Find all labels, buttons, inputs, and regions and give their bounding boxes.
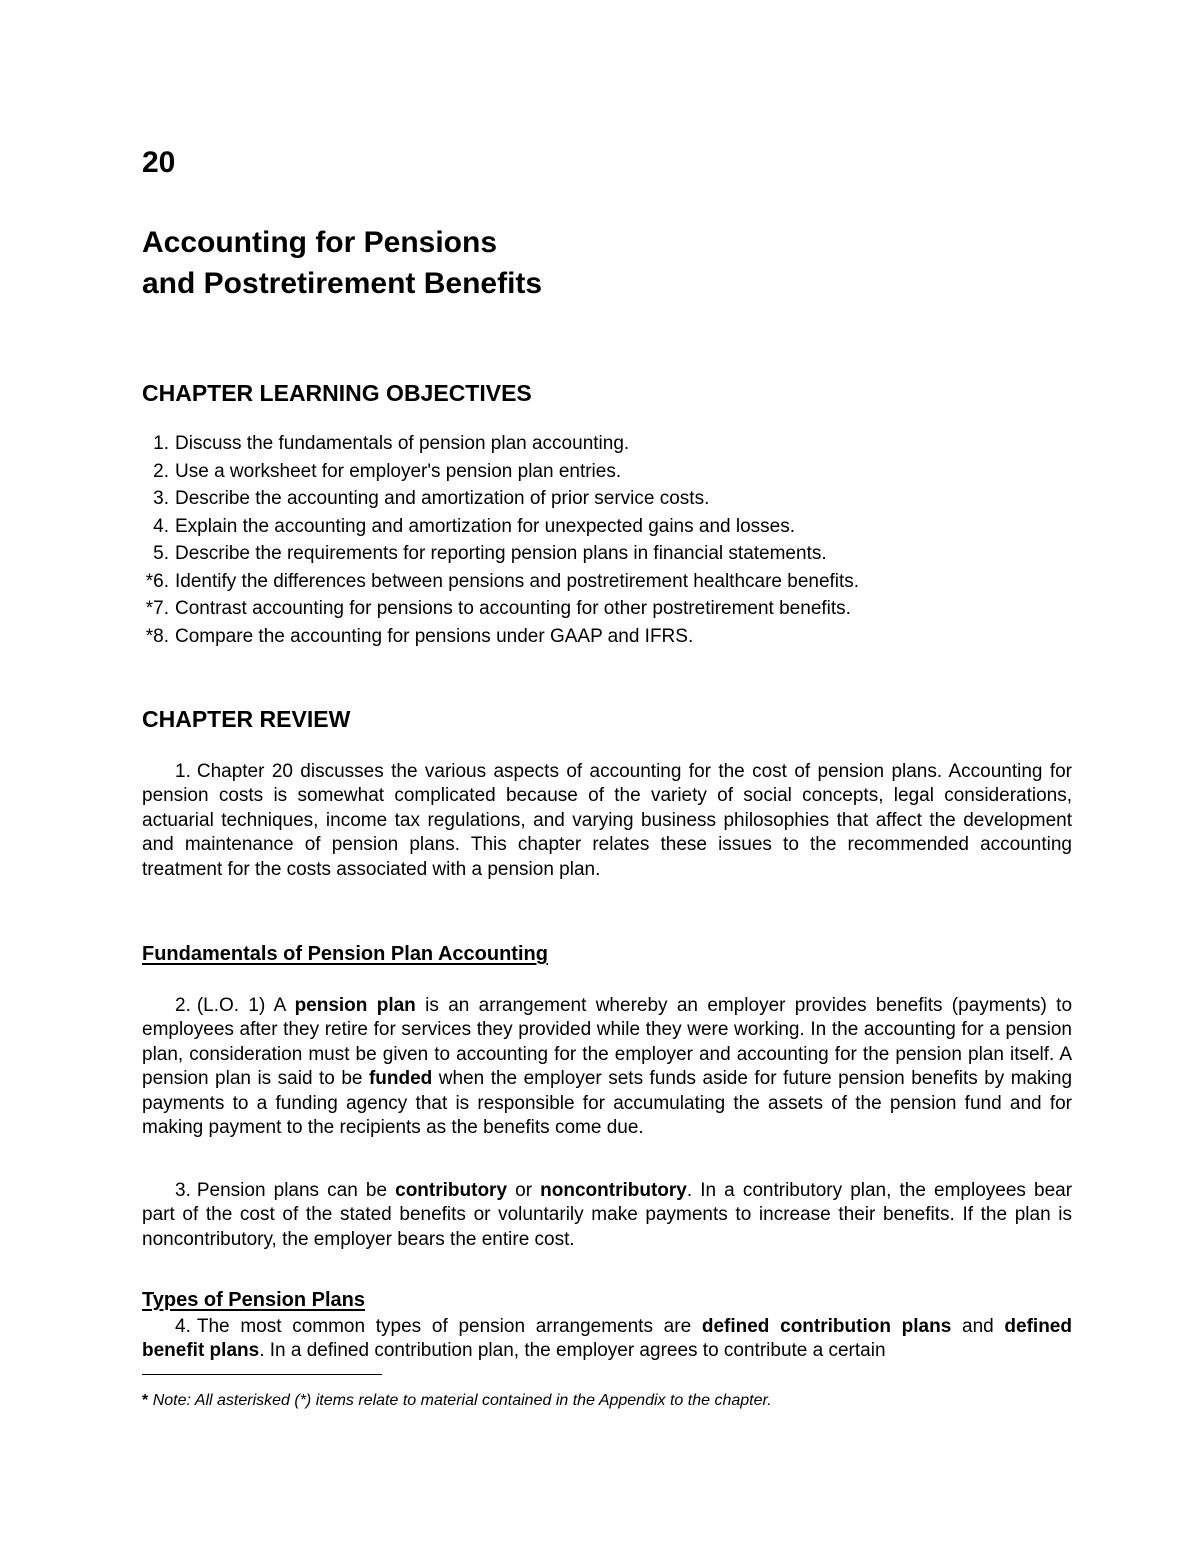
- objective-item: [142, 540, 859, 568]
- chapter-title-line2: and Postretirement Benefits: [142, 267, 543, 300]
- learning-objectives-heading: CHAPTER LEARNING OBJECTIVES: [142, 380, 532, 406]
- key-term: funded: [368, 1068, 433, 1090]
- paragraph-text: . In a contributory plan, the employees bear part of the cost of the stated benefits or voluntarily make payments to increase their benefits. If the plan is noncontributory, the employer bears the entire cost.: [142, 1180, 1073, 1250]
- objective-text: Contrast accounting for pensions to accounting for other postretirement benefits.: [175, 598, 851, 619]
- review-paragraph-2: [142, 994, 1072, 1140]
- objective-item: [142, 595, 859, 623]
- lo-reference: (L.O. 1) A: [196, 995, 286, 1016]
- review-paragraph-3: [142, 1179, 1072, 1252]
- types-subheading: Types of Pension Plans: [142, 1289, 366, 1311]
- footnote-mark: *: [142, 1392, 149, 1409]
- paragraph-text: Chapter 20 discusses the various aspects of accounting for the cost of pension plans. Accounting for pension costs is somewhat complicated because of the variety of social concepts, legal considerations, actuarial techniques, income tax regulations, and varying business philosophies that affect the development and maintenance of pension plans. This chapter relates these issues to the recommended accounting treatment for the costs associated with a pension plan.: [142, 761, 1072, 880]
- paragraph-number: 4.: [175, 1316, 191, 1337]
- objective-text: Describe the requirements for reporting pension plans in financial statements.: [175, 543, 827, 564]
- footnote-divider: [142, 1374, 382, 1375]
- learning-objectives-list: [142, 430, 859, 650]
- objective-number: 2.: [153, 460, 169, 482]
- fundamentals-subheading: Fundamentals of Pension Plan Accounting: [142, 943, 548, 965]
- objective-item: [142, 513, 859, 541]
- objective-text: Compare the accounting for pensions under GAAP and IFRS.: [175, 625, 694, 647]
- footnote: [142, 1392, 772, 1410]
- objective-number: *7.: [145, 598, 169, 619]
- objective-item: [142, 458, 859, 486]
- objective-item: [142, 485, 859, 513]
- objective-number: *6.: [145, 570, 169, 592]
- objective-text: Identify the differences between pensions and postretirement healthcare benefits.: [175, 570, 860, 592]
- key-term: pension plan: [294, 995, 416, 1016]
- chapter-title: [142, 222, 542, 304]
- objective-text: Discuss the fundamentals of pension plan accounting.: [175, 433, 630, 454]
- paragraph-text: is an arrangement whereby an employer provides benefits (payments) to employees after they retire for services they provided while they were working. In the accounting for a pension plan, consideration must be given to accounting for the employer and accounting for the pension plan itself. A pension plan is said to be: [142, 995, 1073, 1090]
- objective-text: Use a worksheet for employer's pension plan entries.: [175, 460, 622, 482]
- objective-item: [142, 568, 859, 596]
- paragraph-text: when the employer sets funds aside for future pension benefits by making payments to a funding agency that is responsible for accumulating the assets of the pension fund and for making payment to the recipients as the benefits come due.: [142, 1068, 1073, 1139]
- paragraph-number: 3.: [175, 1180, 191, 1201]
- objective-item: [142, 430, 859, 458]
- objective-text: Describe the accounting and amortization of prior service costs.: [175, 488, 710, 509]
- paragraph-text: Pension plans can be: [196, 1180, 388, 1201]
- chapter-number: 20: [142, 146, 176, 179]
- review-paragraph-4: [142, 1315, 1072, 1364]
- paragraph-text: or: [515, 1180, 533, 1201]
- objective-number: 5.: [153, 543, 169, 564]
- paragraph-text: . In a defined contribution plan, the employer agrees to contribute a certain: [259, 1340, 886, 1362]
- chapter-review-heading: CHAPTER REVIEW: [142, 706, 351, 732]
- objective-number: 1.: [153, 433, 169, 454]
- paragraph-text: and: [962, 1316, 994, 1337]
- objective-item: [142, 623, 859, 651]
- review-paragraph-1: [142, 760, 1072, 882]
- objective-number: 4.: [153, 515, 169, 537]
- paragraph-text: The most common types of pension arrangements are: [196, 1316, 692, 1337]
- chapter-title-line1: Accounting for Pensions: [142, 226, 498, 259]
- paragraph-number: 1.: [175, 761, 191, 782]
- key-term: noncontributory: [540, 1180, 687, 1201]
- objective-number: *8.: [145, 625, 169, 647]
- paragraph-number: 2.: [175, 995, 191, 1016]
- key-term: contributory: [395, 1180, 508, 1201]
- objective-text: Explain the accounting and amortization for unexpected gains and losses.: [175, 515, 796, 537]
- key-term: defined contribution plans: [701, 1316, 952, 1337]
- objective-number: 3.: [153, 488, 169, 509]
- footnote-text: Note: All asterisked (*) items relate to material contained in the Appendix to the chapter.: [152, 1392, 772, 1409]
- key-term: defined benefit plans: [142, 1316, 1072, 1362]
